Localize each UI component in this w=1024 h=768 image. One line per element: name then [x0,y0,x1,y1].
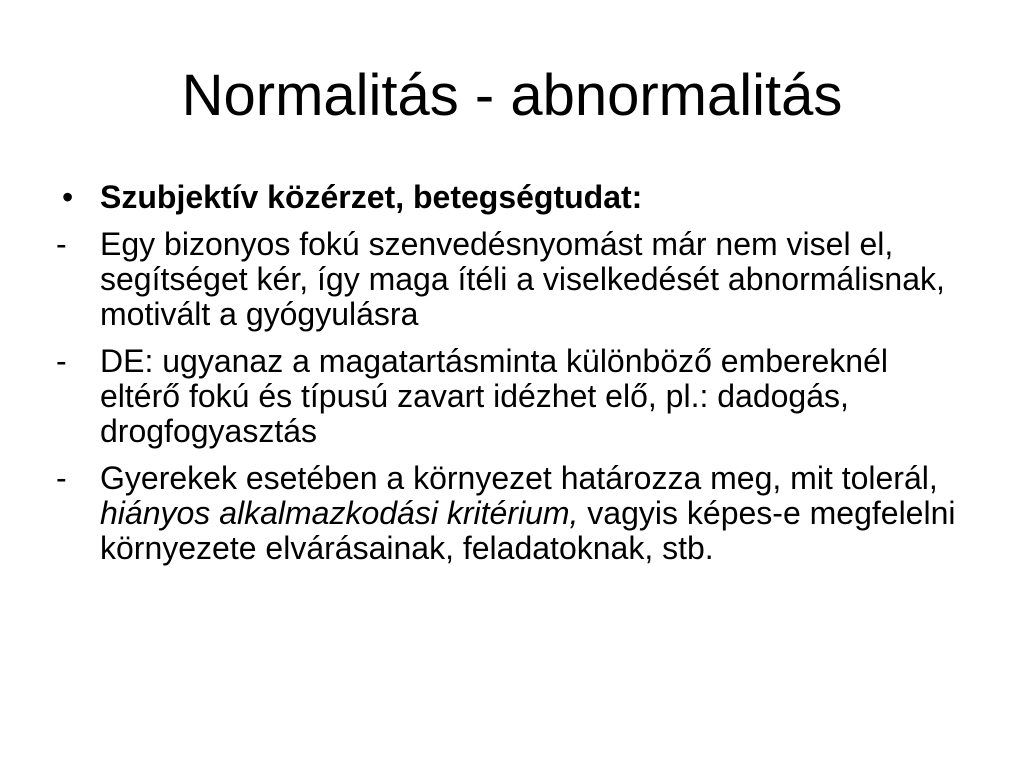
dash-item-italic-text: hiányos alkalmazkodási kritérium, [100,495,579,531]
bullet-heading-text: Szubjektív közérzet, betegségtudat: [100,179,643,215]
dash-item-text: Egy bizonyos fokú szenvedésnyomást már nem visel el, segítséget kér, így maga ítéli a viselkedését abnormálisnak, motivált a gyógyulásra [100,226,945,332]
dash-item-1 [56,227,976,332]
dash-item-text-end: vagyis képes-e megfelelni környezete elvárásainak, feladatoknak, stb. [100,495,956,566]
dash-item-2 [56,344,976,449]
slide-title: Normalitás - abnormalitás [181,63,843,128]
dash-item-text-start: Gyerekek esetében a környezet határozza meg, mit tolerál, [100,460,938,496]
dash-marker: - [56,343,67,379]
dash-item-text: DE: ugyanaz a magatartásminta különböző embereknél eltérő fokú és típusú zavart idézhet elő, pl.: dadogás, drogfogyasztás [100,343,888,449]
slide-body [56,180,976,578]
dash-marker: - [56,460,67,496]
dash-item-3 [56,461,976,566]
dash-item-text [100,461,976,566]
dash-marker: - [56,226,67,262]
bullet-item-heading [56,180,976,215]
bullet-marker: • [62,179,74,215]
